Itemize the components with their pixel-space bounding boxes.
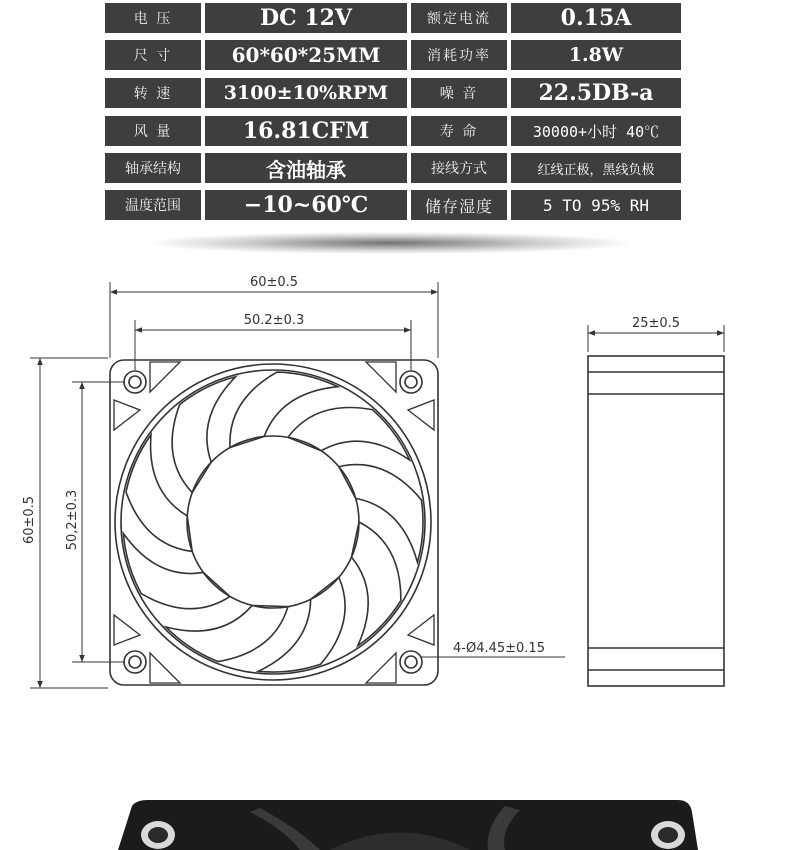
lifespan-value: 30000+小时 40℃ [511, 116, 681, 146]
humidity-label: 储存湿度 [411, 190, 507, 220]
bearing-label: 轴承结构 [105, 153, 201, 183]
size-value: 60*60*25MM [205, 40, 407, 70]
speed-value: 3100±10%RPM [205, 78, 407, 108]
fan-photo [118, 800, 698, 850]
airflow-label: 风 量 [105, 116, 201, 146]
hole-diameter-dimension: 4-Ø4.45±0.15 [453, 641, 545, 656]
temperature-value: −10~60℃ [205, 190, 407, 220]
fan-blade [126, 435, 192, 552]
fan-blade [352, 522, 401, 646]
wiring-label: 接线方式 [411, 153, 507, 183]
voltage-label: 电 压 [105, 3, 201, 33]
power-value: 1.8W [511, 40, 681, 70]
fan-blades [123, 372, 423, 672]
hole-spacing-vertical-dimension: 50,2±0.3 [65, 489, 80, 551]
fan-blade [172, 377, 236, 493]
fan-blade [288, 407, 410, 459]
fan-blade [339, 465, 423, 563]
thickness-dimension: 25±0.5 [631, 316, 681, 331]
width-dimension: 60±0.5 [249, 275, 299, 290]
noise-label: 噪 音 [411, 78, 507, 108]
airflow-value: 16.81CFM [205, 116, 407, 146]
fan-blade [258, 577, 345, 672]
noise-value: 22.5DB-a [511, 78, 681, 108]
size-label: 尺 寸 [105, 40, 201, 70]
temperature-label: 温度范围 [105, 190, 201, 220]
voltage-value: DC 12V [205, 3, 407, 33]
hole-spacing-dimension: 50.2±0.3 [243, 313, 305, 328]
fan-front-view [110, 360, 438, 685]
speed-label: 转 速 [105, 78, 201, 108]
bearing-value: 含油轴承 [205, 153, 407, 183]
wiring-value: 红线正极，黑线负极 [511, 153, 681, 183]
lifespan-label: 寿 命 [411, 116, 507, 146]
power-label: 消耗功率 [411, 40, 507, 70]
current-label: 额定电流 [411, 3, 507, 33]
fan-side-view [588, 356, 724, 686]
humidity-value: 5 TO 95% RH [511, 190, 681, 220]
current-value: 0.15A [511, 3, 681, 33]
fan-blade [123, 534, 230, 609]
height-dimension: 60±0.5 [22, 495, 37, 545]
